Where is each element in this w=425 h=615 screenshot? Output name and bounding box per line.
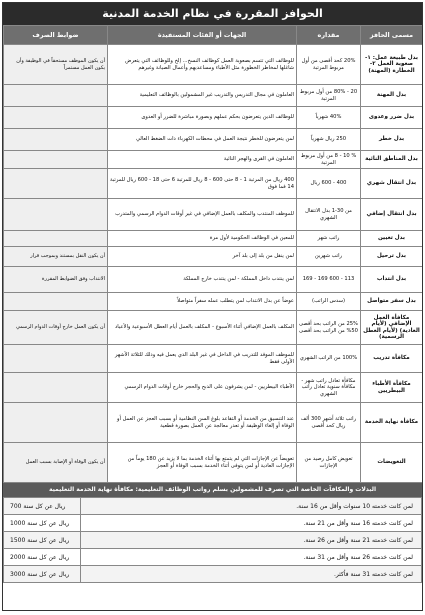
award-amount: 2000 ريال عن كل سنة: [4, 549, 81, 566]
payment-rules-cell: [4, 231, 108, 247]
amount-cell: 113 - 600 169 - 169: [297, 267, 361, 293]
amount-cell: مكافأة تعادل راتب شهر - مكافأة سنوية تعادل راتب الشهري: [297, 373, 361, 403]
teaching-section-band: البدلات والمكافآت الخاصة التي تصرف للمشمولين بسلم رواتب الوظائف التعليمية: مكافأة نهاية الخدمة التعليمية: [3, 483, 422, 497]
incentive-name-cell: مكافأة تدريب: [361, 345, 423, 373]
beneficiaries-cell: عند التنسيق من الخدمة أو التقاعد بلوغ السن النظامية أو بسبب العجز عن العمل أو الوفاة أو إلغاء الوظيفة أو تعذر معالجة عن العمل بصورة قطعية: [108, 403, 297, 443]
payment-rules-cell: [4, 151, 108, 169]
service-award-row: [4, 498, 422, 515]
table-row: [4, 403, 423, 443]
beneficiaries-cell: العاملون في مجال التدريس والتدريب غير المشمولين بالوظائف التعليمية: [108, 85, 297, 107]
payment-rules-cell: [4, 169, 108, 199]
table-row: [4, 267, 423, 293]
amount-cell: من 30-1 بدل الانتقال الشهري: [297, 199, 361, 231]
incentive-name-cell: بدل انتقال شهري: [361, 169, 423, 199]
payment-rules-cell: [4, 199, 108, 231]
payment-rules-cell: [4, 293, 108, 311]
incentive-name-cell: بدل طبيعة عمل: ١- صعوبة العمل ٢- الخطارة (المهنة): [361, 45, 423, 85]
beneficiaries-cell: المكلف بالعمل الإضافي أثناء الأسبوع - المكلف بالعمل أيام العطل الأسبوعية والأعياد: [108, 311, 297, 345]
payment-rules-cell: [4, 129, 108, 151]
award-amount: 700 ريال عن كل سنة: [4, 498, 81, 515]
incentive-name-cell: بدل ترحيل: [361, 247, 423, 267]
incentive-name-cell: مكافأة نهاية الخدمة: [361, 403, 423, 443]
header-beneficiaries: الجهات أو الفئات المستفيدة: [108, 26, 297, 45]
payment-rules-cell: الانتداب وفق الضوابط المقررة: [4, 267, 108, 293]
beneficiaries-cell: تعويضاً عن الإجازات التي لم يتمتع بها أثناء الخدمة بما لا يزيد عن 180 يوماً من الإجازات العادية أو لمن يتوفى أثناء الخدمة بسبب الوفاة أو العجز: [108, 443, 297, 483]
award-amount: 3000 ريال عن كل سنة: [4, 566, 81, 583]
table-header-row: [4, 26, 423, 45]
table-row: [4, 345, 423, 373]
header-incentive-name: مسمى الحافز: [361, 26, 423, 45]
service-period-label: لمن كانت خدمته 10 سنوات وأقل من 16 سنة.: [81, 498, 422, 515]
amount-cell: تعويض كامل رصيد من الإجازات: [297, 443, 361, 483]
amount-cell: (سدس الراتب): [297, 293, 361, 311]
amount-cell: راتب شهر: [297, 231, 361, 247]
amount-cell: 20% كحد أقصى من أول مربوط المرتبة: [297, 45, 361, 85]
beneficiaries-cell: للموظف الموفد للتدريب في الداخل في غير البلد الذي يعمل فيه وذلك للثلاثة الأشهر الأولى فقط: [108, 345, 297, 373]
service-period-label: لمن كانت خدمته 16 سنة وأقل من 21 سنة.: [81, 515, 422, 532]
table-row: [4, 85, 423, 107]
payment-rules-cell: [4, 373, 108, 403]
beneficiaries-cell: 400 ريال من المرتبة 1 - 8 حتى 600 - 8 ريال للمرتبة 6 حتى 18 - 600 ريال للمرتبة 14 فما فوق: [108, 169, 297, 199]
incentive-name-cell: بدل انتداب: [361, 267, 423, 293]
incentive-name-cell: بدل المهنة: [361, 85, 423, 107]
beneficiaries-cell: لمن ينتدب داخل المملكة - لمن ينتدب خارج المملكة: [108, 267, 297, 293]
table-row: [4, 151, 423, 169]
end-of-service-table: [3, 497, 422, 583]
beneficiaries-cell: عوضاً عن بدل الانتداب لمن يتطلب عمله سفراً متواصلاً: [108, 293, 297, 311]
beneficiaries-cell: لمن ينقل من بلد إلى بلد آخر: [108, 247, 297, 267]
incentive-name-cell: بدل تعيين: [361, 231, 423, 247]
incentive-name-cell: بدل خطر: [361, 129, 423, 151]
amount-cell: 400 - 600 ريال: [297, 169, 361, 199]
header-payment-rules: ضوابط الصرف: [4, 26, 108, 45]
payment-rules-cell: [4, 403, 108, 443]
incentive-name-cell: بدل سفر متواصل: [361, 293, 423, 311]
payment-rules-cell: [4, 345, 108, 373]
payment-rules-cell: أن يكون الموظف مستحقاً في الوظيفة وأن يكون العمل مستمراً: [4, 45, 108, 85]
payment-rules-cell: أن يكون الوفاة أو الإصابة بسبب العمل: [4, 443, 108, 483]
service-period-label: لمن كانت خدمته 31 سنة فأكثر.: [81, 566, 422, 583]
amount-cell: 40% شهرياً: [297, 107, 361, 129]
service-award-row: [4, 515, 422, 532]
amount-cell: راتب شهرين: [297, 247, 361, 267]
header-amount: مقداره: [297, 26, 361, 45]
table-row: [4, 373, 423, 403]
table-row: [4, 247, 423, 267]
incentive-name-cell: التعويضات: [361, 443, 423, 483]
table-row: [4, 443, 423, 483]
table-row: [4, 107, 423, 129]
document-page: [2, 2, 423, 611]
incentives-table: [3, 25, 423, 483]
beneficiaries-cell: العاملون في القرى والهجر النائية: [108, 151, 297, 169]
table-row: [4, 199, 423, 231]
amount-cell: راتب ثلاثة أشهر 300 ألف ريال كحد أقصى: [297, 403, 361, 443]
service-award-row: [4, 549, 422, 566]
service-award-row: [4, 532, 422, 549]
table-row: [4, 311, 423, 345]
incentive-name-cell: مكافأة العمل الإضافي (لأيام العادية) (لأيام العطل الرسمية): [361, 311, 423, 345]
payment-rules-cell: أن يكون النقل بمستند وبموجب قرار: [4, 247, 108, 267]
beneficiaries-cell: للمعين في الوظائف الحكومية لأول مرة: [108, 231, 297, 247]
table-row: [4, 129, 423, 151]
payment-rules-cell: [4, 107, 108, 129]
beneficiaries-cell: لمن يتعرضون للخطر نتيجة العمل في محطات الكهرباء ذات الضغط العالي: [108, 129, 297, 151]
amount-cell: 250 ريال شهرياً: [297, 129, 361, 151]
beneficiaries-cell: الأطباء البيطريين - لمن يشرفون على الذبح والحجر خارج أوقات الدوام الرسمي: [108, 373, 297, 403]
amount-cell: 25% من الراتب بحد أقصى 50% من الراتب بحد أقصى: [297, 311, 361, 345]
amount-cell: 20 - 80% من أول مربوط المرتبة: [297, 85, 361, 107]
award-amount: 1500 ريال عن كل سنة: [4, 532, 81, 549]
incentive-name-cell: بدل المناطق النائية: [361, 151, 423, 169]
beneficiaries-cell: للوظائف التي تتسم بصعوبة العمل كوظائف النسخ... إلخ وللوظائف التي يتعرض شاغلها لمخاطر الخطورة مثل الأطباء ومساعديهم وأعمال الصيانة وغيرهم: [108, 45, 297, 85]
award-amount: 1000 ريال عن كل سنة: [4, 515, 81, 532]
service-period-label: لمن كانت خدمته 26 سنة وأقل من 31 سنة.: [81, 549, 422, 566]
page-title: الحوافز المقررة في نظام الخدمة المدنية: [3, 3, 422, 25]
table-row: [4, 231, 423, 247]
incentive-name-cell: بدل ضرر وعدوى: [361, 107, 423, 129]
table-row: [4, 45, 423, 85]
amount-cell: 100% من الراتب الشهري: [297, 345, 361, 373]
payment-rules-cell: [4, 85, 108, 107]
table-row: [4, 293, 423, 311]
amount-cell: % 10 - 8 من أول مربوط المرتبة: [297, 151, 361, 169]
payment-rules-cell: أن يكون العمل خارج أوقات الدوام الرسمي: [4, 311, 108, 345]
service-award-row: [4, 566, 422, 583]
service-period-label: لمن كانت خدمته 21 سنة وأقل من 26 سنة.: [81, 532, 422, 549]
beneficiaries-cell: للوظائف الذين يتعرضون بحكم عملهم وبصورة مباشرة للضرر أو العدوى: [108, 107, 297, 129]
incentive-name-cell: مكافأة الأطباء البيطريين: [361, 373, 423, 403]
beneficiaries-cell: للموظف المنتدب والمكلف بالعمل الإضافي في غير أوقات الدوام الرسمي والمتدرب: [108, 199, 297, 231]
table-row: [4, 169, 423, 199]
incentive-name-cell: بدل انتقال إضافي: [361, 199, 423, 231]
